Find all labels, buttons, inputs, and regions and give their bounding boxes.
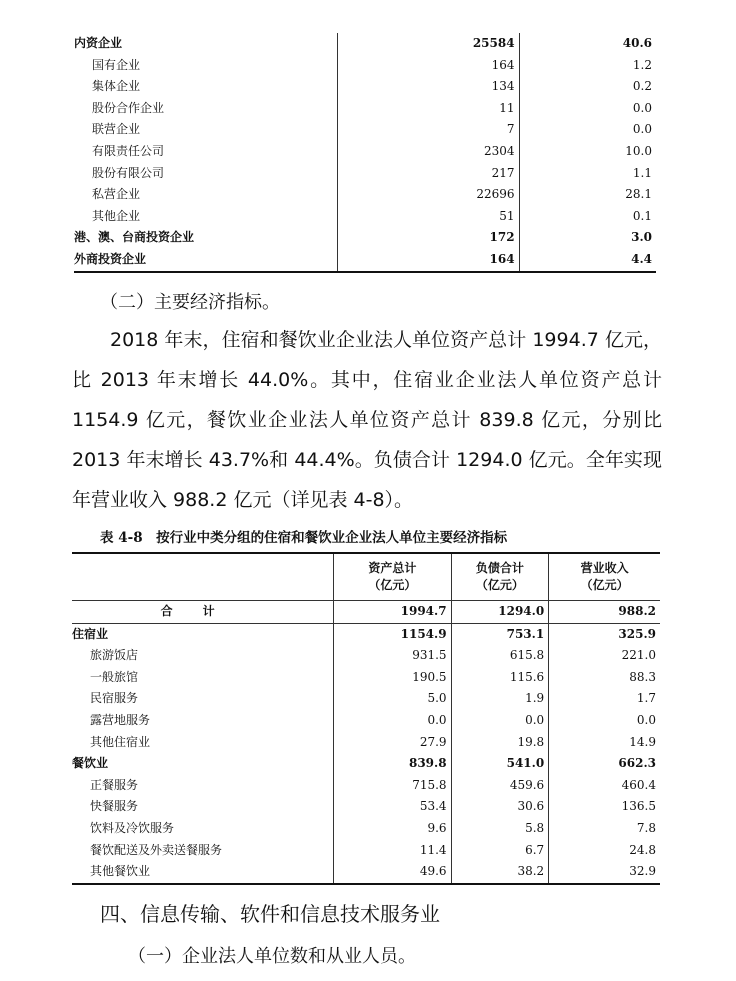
row-revenue: 460.4	[621, 777, 656, 792]
row-count: 172	[338, 227, 519, 249]
table-row	[72, 818, 660, 840]
table-row	[74, 227, 656, 249]
header-revenue-line1: 营业收入	[580, 561, 629, 575]
row-liabilities: 1.9	[451, 688, 549, 710]
row-revenue: 7.8	[636, 820, 656, 835]
row-label: 露营地服务	[72, 710, 334, 732]
row-percent: 1.1	[632, 165, 652, 180]
row-liabilities: 541.0	[451, 753, 549, 775]
row-liabilities: 115.6	[451, 667, 549, 689]
row-liabilities: 6.7	[451, 840, 549, 862]
header-assets-line2: （亿元）	[368, 578, 417, 592]
header-liabilities-line2: （亿元）	[475, 578, 524, 592]
row-percent: 4.4	[519, 249, 656, 272]
table-row	[74, 76, 656, 98]
row-count: 164	[338, 249, 519, 272]
economic-indicators-table	[72, 552, 660, 885]
row-label: 股份有限公司	[74, 163, 338, 185]
row-count: 7	[338, 119, 519, 141]
row-percent: 0.0	[632, 100, 652, 115]
row-revenue: 32.9	[629, 864, 656, 879]
section-4-title: 四、信息传输、软件和信息技术服务业	[100, 902, 440, 926]
row-count: 11	[338, 98, 519, 120]
row-liabilities: 30.6	[451, 796, 549, 818]
row-label: 餐饮配送及外卖送餐服务	[72, 840, 334, 862]
table-row	[72, 775, 660, 797]
row-liabilities: 19.8	[451, 732, 549, 754]
row-assets: 11.4	[334, 840, 451, 862]
table-row	[72, 753, 660, 775]
header-blank-cell	[72, 553, 334, 601]
row-label: 外商投资企业	[74, 249, 338, 272]
row-assets: 9.6	[334, 818, 451, 840]
row-count: 22696	[338, 184, 519, 206]
header-assets-line1: 资产总计	[368, 561, 417, 575]
row-assets: 5.0	[334, 688, 451, 710]
economic-indicators-table-body	[72, 553, 660, 884]
row-label: 正餐服务	[72, 775, 334, 797]
table-row	[72, 840, 660, 862]
row-assets: 715.8	[334, 775, 451, 797]
row-liabilities: 459.6	[451, 775, 549, 797]
table-row	[72, 796, 660, 818]
row-revenue: 136.5	[621, 799, 656, 814]
row-liabilities: 0.0	[451, 710, 549, 732]
row-label: 民宿服务	[72, 688, 334, 710]
row-percent: 0.2	[632, 79, 652, 94]
row-count: 134	[338, 76, 519, 98]
row-label: 餐饮业	[72, 753, 334, 775]
row-liabilities: 753.1	[451, 623, 549, 645]
row-count: 25584	[338, 33, 519, 55]
row-percent: 0.1	[632, 208, 652, 223]
row-assets: 27.9	[334, 732, 451, 754]
row-label: 其他餐饮业	[72, 861, 334, 884]
row-assets: 53.4	[334, 796, 451, 818]
table-row	[74, 119, 656, 141]
row-percent: 3.0	[631, 230, 652, 245]
row-count: 164	[338, 55, 519, 77]
table-row	[74, 249, 656, 272]
table-row	[72, 623, 660, 645]
row-percent: 28.1	[625, 187, 652, 202]
row-label: 有限责任公司	[74, 141, 338, 163]
table-row	[74, 141, 656, 163]
total-assets: 1994.7	[334, 601, 451, 624]
row-label: 旅游饭店	[72, 645, 334, 667]
row-count: 2304	[338, 141, 519, 163]
row-label: 私营企业	[74, 184, 338, 206]
main-indicators-paragraph	[72, 320, 662, 520]
row-label: 内资企业	[74, 33, 338, 55]
row-assets: 49.6	[334, 861, 451, 884]
enterprise-type-table	[74, 33, 656, 273]
row-assets: 190.5	[334, 667, 451, 689]
table-row	[74, 206, 656, 228]
row-label: 住宿业	[72, 623, 334, 645]
row-revenue: 14.9	[629, 734, 656, 749]
row-revenue: 221.0	[621, 648, 656, 663]
row-assets: 931.5	[334, 645, 451, 667]
row-label: 一般旅馆	[72, 667, 334, 689]
table-row	[74, 98, 656, 120]
table-row	[72, 710, 660, 732]
table-row	[74, 184, 656, 206]
header-assets	[334, 553, 451, 601]
row-label: 快餐服务	[72, 796, 334, 818]
row-percent: 0.0	[632, 122, 652, 137]
row-revenue: 1.7	[636, 691, 656, 706]
row-liabilities: 5.8	[451, 818, 549, 840]
row-revenue: 0.0	[636, 712, 656, 727]
table-4-8-caption: 表 4-8 按行业中类分组的住宿和餐饮业企业法人单位主要经济指标	[100, 530, 508, 546]
row-count: 51	[338, 206, 519, 228]
row-percent: 10.0	[625, 143, 652, 158]
header-revenue-line2: （亿元）	[580, 578, 629, 592]
row-liabilities: 615.8	[451, 645, 549, 667]
total-label: 合计	[72, 601, 334, 624]
row-label: 股份合作企业	[74, 98, 338, 120]
row-percent: 40.6	[622, 36, 652, 50]
row-label: 国有企业	[74, 55, 338, 77]
table-row	[72, 645, 660, 667]
table-row	[72, 732, 660, 754]
row-label: 饮料及冷饮服务	[72, 818, 334, 840]
row-label: 联营企业	[74, 119, 338, 141]
row-label: 集体企业	[74, 76, 338, 98]
table-row	[72, 861, 660, 884]
table-row	[74, 163, 656, 185]
row-liabilities: 38.2	[451, 861, 549, 884]
row-assets: 1154.9	[334, 623, 451, 645]
row-assets: 0.0	[334, 710, 451, 732]
row-revenue: 24.8	[629, 842, 656, 857]
row-revenue: 88.3	[629, 669, 656, 684]
paragraph-text: 2018 年末，住宿和餐饮业企业法人单位资产总计 1994.7 亿元，比 2013 年末增长 44.0%。其中，住宿业企业法人单位资产总计 1154.9 亿元，餐饮业企业法人单位资产总计 839.8 亿元，分别比 2013 年末增长 43.7%和 44.4%。负债合计 1294.0 亿元。全年实现年营业收入 988.2 亿元（详见表 4-8）。	[72, 329, 662, 511]
row-percent: 1.2	[632, 57, 652, 72]
header-liabilities-line1: 负债合计	[475, 561, 524, 575]
row-count: 217	[338, 163, 519, 185]
table-row	[72, 688, 660, 710]
table-header-row	[72, 553, 660, 601]
total-liabilities: 1294.0	[451, 601, 549, 624]
section-2-title: （二）主要经济指标。	[100, 292, 280, 313]
row-label: 其他企业	[74, 206, 338, 228]
section-4-subtitle: （一）企业法人单位数和从业人员。	[128, 946, 416, 967]
table-row	[74, 33, 656, 55]
header-revenue	[549, 553, 660, 601]
row-label: 港、澳、台商投资企业	[74, 227, 338, 249]
row-label: 其他住宿业	[72, 732, 334, 754]
row-revenue: 325.9	[618, 626, 656, 641]
row-assets: 839.8	[334, 753, 451, 775]
row-revenue: 662.3	[618, 756, 656, 771]
header-liabilities	[451, 553, 549, 601]
total-revenue: 988.2	[549, 601, 660, 624]
total-row	[72, 601, 660, 624]
table-row	[72, 667, 660, 689]
enterprise-type-table-body	[74, 33, 656, 272]
table-row	[74, 55, 656, 77]
